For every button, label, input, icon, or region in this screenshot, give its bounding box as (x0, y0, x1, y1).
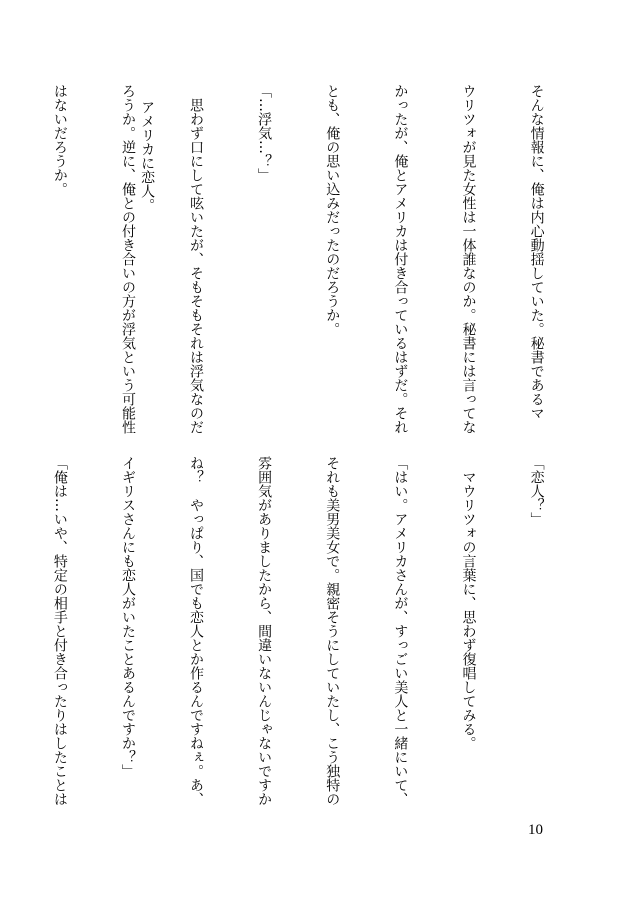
standalone-line-block (90, 100, 204, 430)
text-line: そんな情報に、俺は内心動揺していた。秘書であるマ (528, 84, 545, 420)
text-line: 雰囲気がありましたから、間違いないんじゃないですか (256, 456, 273, 806)
text-line: マウリツォの言葉に、思わず復唱してみる。 (460, 456, 477, 750)
text-line: イギリスさんにも恋人がいたことあるんですか？」 (119, 456, 136, 778)
text-line (0, 456, 3, 816)
text-line (0, 84, 3, 429)
text-line: 「恋人？」 (528, 456, 545, 526)
upper-text-block (0, 84, 593, 434)
text-line: とも、俺の思い込みだったのだろうか。 (324, 84, 341, 336)
text-line: 「…浮気…？」 (256, 84, 273, 182)
text-line: 「俺は…いや、特定の相手と付き合ったりはしたことは (51, 456, 68, 806)
text-line: ろうか。逆に、俺との付き合いの方が浮気という可能性 (119, 84, 136, 434)
text-line: かったが、俺とアメリカは付き合っているはずだ。それ (392, 84, 409, 434)
text-line: ウリツォが見た女性は一体誰なのか。秘書には言ってな (460, 84, 477, 434)
text-line: ね？ やっぱり、国でも恋人とか作るんですねぇ。あ、 (188, 456, 205, 806)
text-line: アメリカに恋人。 (139, 100, 156, 212)
text-line: それも美男美女で。親密そうにしていたし、こう独特の (324, 456, 341, 806)
page-number: 10 (528, 822, 543, 838)
text-line: 思わず口にして呟いたが、そもそもそれは浮気なのだ (188, 84, 205, 434)
lower-text-block (0, 456, 593, 816)
text-line: 「はい。アメリカさんが、すっごい美人と一緒にいて、 (392, 456, 409, 806)
text-line: はないだろうか。 (51, 84, 68, 196)
